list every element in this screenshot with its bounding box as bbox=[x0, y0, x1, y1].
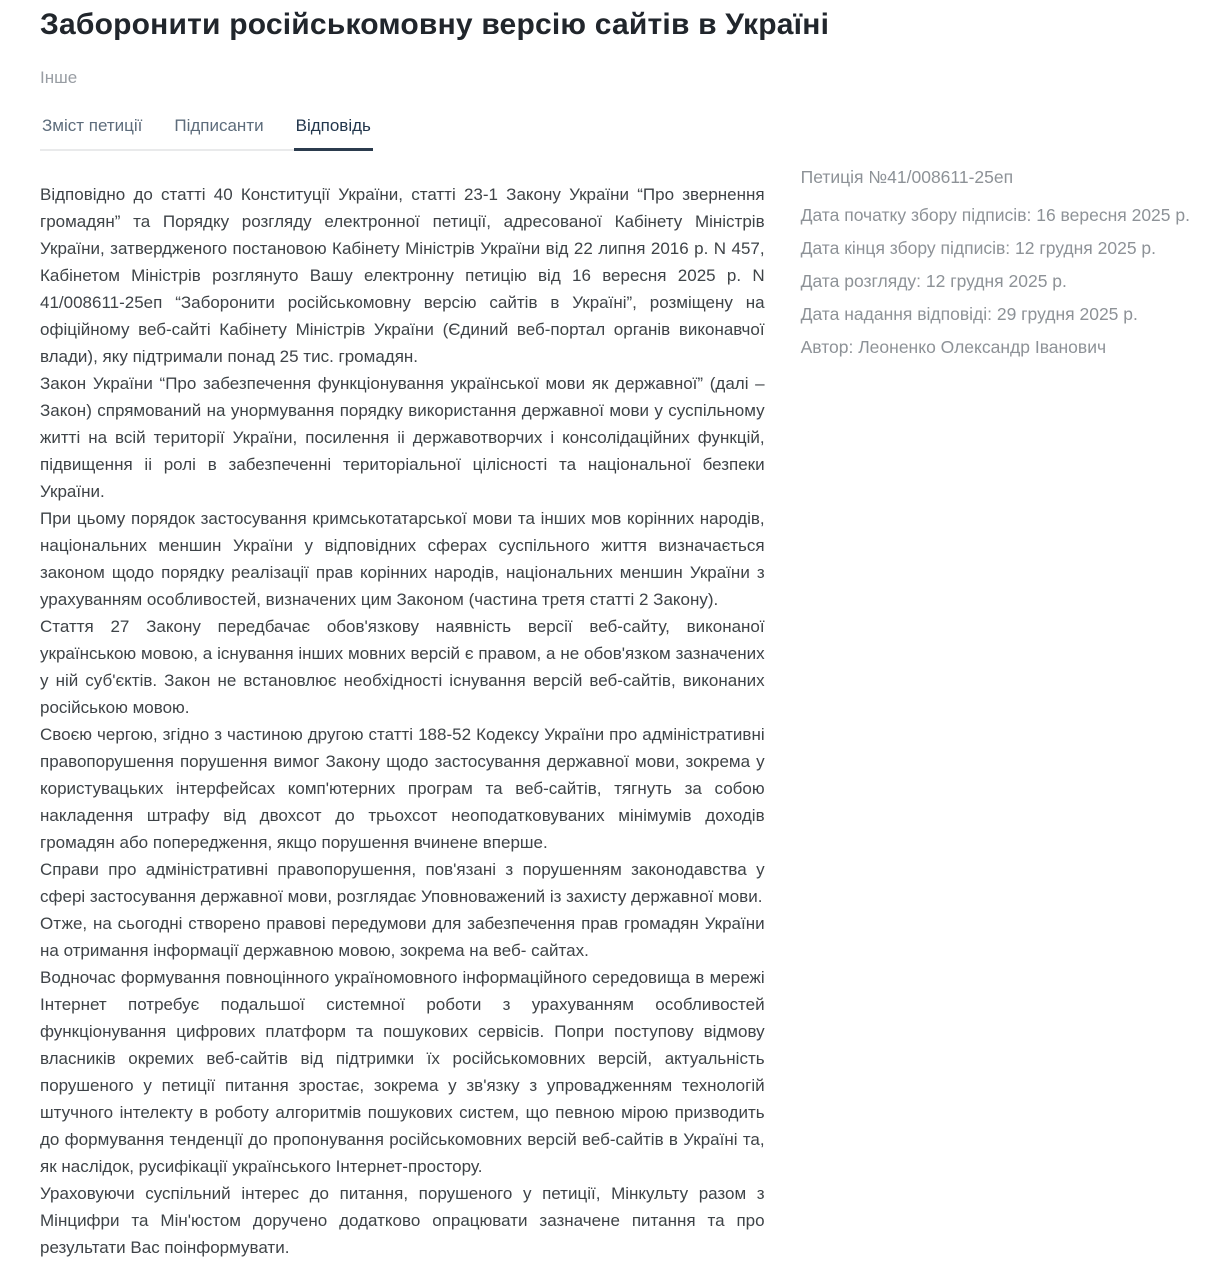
tab-bar bbox=[40, 110, 373, 151]
response-paragraph: Справи про адміністративні правопорушення, пов'язані з порушенням законодавства у сфері застосування державної мови, розглядає Уповноважений із захисту державної мови. bbox=[40, 859, 765, 906]
petition-meta-item: Петиція №41/008611-25еп bbox=[800, 166, 1014, 187]
response-paragraph: Ураховуючи суспільний інтерес до питання, порушеного у петиції, Мінкульту разом з Мінцифри та Мін'юстом доручено додатково опрацювати зазначене питання та про результати Вас поінформувати. bbox=[40, 1183, 765, 1257]
tab-petition-content[interactable]: Зміст петиції bbox=[42, 116, 143, 135]
response-paragraph: Відповідно до статті 40 Конституції України, статті 23-1 Закону України “Про звернення громадян” та Порядку розгляду електронної петиції, адресованої Кабінету Міністрів України, затвердженого постановою Кабінету Міністрів України від 22 липня 2016 р. N 457, Кабінетом Міністрів розглянуто Вашу електронну петицію від 16 вересня 2025 р. N 41/008611-25еп “Заборонити російськомовну версію сайтів в Україні”, розміщену на офіційному веб-сайті Кабінету Міністрів України (Єдиний веб-портал органів виконавчої влади), яку підтримали понад 25 тис. громадян. bbox=[40, 184, 765, 366]
response-text bbox=[40, 181, 765, 1261]
main-content bbox=[40, 151, 1209, 1261]
tab-response[interactable]: Відповідь bbox=[294, 110, 373, 151]
petition-meta-item: Дата початку збору підписів: 16 вересня 2025 р. bbox=[800, 204, 1190, 225]
petition-category: Інше bbox=[40, 68, 78, 87]
response-paragraph: Стаття 27 Закону передбачає обов'язкову наявність версії веб-сайту, виконаної українською мовою, а існування інших мовних версій є правом, а не обов'язком зазначених у ній суб'єктів. Закон не встановлює необхідності існування версій веб-сайтів, виконаних російською мовою. bbox=[40, 616, 765, 717]
response-paragraph: Отже, на сьогодні створено правові передумови для забезпечення прав громадян України на отримання інформації державною мовою, зокрема на веб- сайтах. bbox=[40, 913, 765, 960]
response-paragraph: Закон України “Про забезпечення функціонування української мови як державної” (далі – Закон) спрямований на унормування порядку використання державної мови у суспільному житті на всій території України, посилення іі державотворчих і консолідаційних функцій, підвищення іі ролі в забезпеченні територіальної цілісності та національної безпеки України. bbox=[40, 373, 765, 501]
petition-meta-item: Дата кінця збору підписів: 12 грудня 2025 р. bbox=[800, 237, 1157, 258]
response-paragraph: Своєю чергою, згідно з частиною другою статті 188-52 Кодексу України про адміністративні правопорушення порушення вимог Закону щодо застосування державної мови, зокрема у користувацьких інтерфейсах комп'ютерних програм та веб-сайтів, тягнуть за собою накладення штрафу від двохсот до трьохсот неоподатковуваних мінімумів доходів громадян або попередження, якщо порушення вчинене вперше. bbox=[40, 724, 765, 852]
response-paragraph: При цьому порядок застосування кримськотатарської мови та інших мов корінних народів, національних меншин України у відповідних сферах суспільного життя визначається законом щодо порядку реалізації прав корінних народів, національних меншин України з урахуванням особливостей, визначених цим Законом (частина третя статті 2 Закону). bbox=[40, 508, 765, 609]
page-title: Заборонити російськомовну версію сайтів в Україні bbox=[40, 8, 830, 41]
tab-signatories[interactable]: Підписанти bbox=[174, 116, 264, 135]
response-paragraph: Водночас формування повноцінного україномовного інформаційного середовища в мережі Інтернет потребує подальшої системної роботи з урахуванням особливостей функціонування цифрових платформ та пошукових сервісів. Попри поступову відмову власників окремих веб-сайтів від підтримки їх російськомовних версій, актуальність порушеного у петиції питання зростає, зокрема у зв'язку з упровадженням технологій штучного інтелекту в роботу алгоритмів пошукових систем, що певною мірою призводить до формування тенденції до пропонування російськомовних версій веб-сайтів в Україні та, як наслідок, русифікації українського Інтернет-простору. bbox=[40, 967, 765, 1176]
petition-meta-item: Дата розгляду: 12 грудня 2025 р. bbox=[800, 270, 1067, 291]
petition-meta-item: Дата надання відповіді: 29 грудня 2025 р. bbox=[800, 303, 1138, 324]
petition-meta-item: Автор: Леоненко Олександр Іванович bbox=[800, 336, 1107, 357]
petition-meta bbox=[801, 161, 1209, 364]
